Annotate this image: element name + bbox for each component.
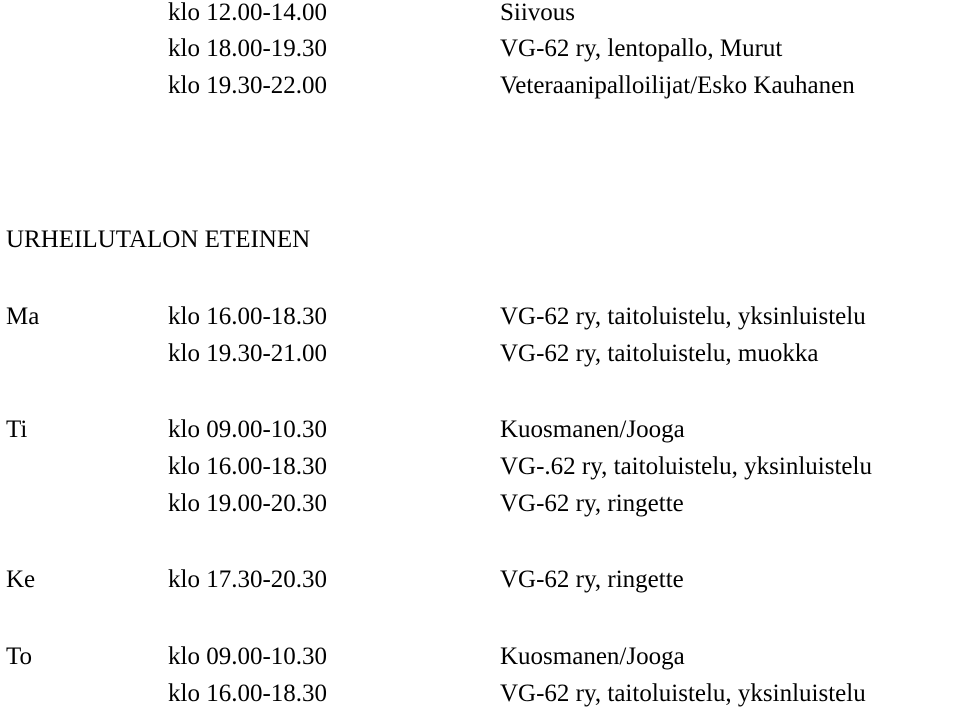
schedule-time: klo 12.00-14.00 [168,0,328,26]
schedule-activity: VG-.62 ry, taitoluistelu, yksinluistelu [500,453,872,480]
schedule-activity: Siivous [500,0,576,26]
schedule-time: klo 09.00-10.30 [168,643,328,670]
day-label: Ke [6,566,36,593]
schedule-time: klo 19.30-21.00 [168,340,328,367]
day-label: To [6,643,33,670]
schedule-activity: Veteraanipalloilijat/Esko Kauhanen [500,72,855,99]
schedule-time: klo 17.30-20.30 [168,566,328,593]
schedule-activity: VG-62 ry, ringette [500,490,684,517]
schedule-time: klo 19.00-20.30 [168,490,328,517]
schedule-time: klo 16.00-18.30 [168,453,328,480]
schedule-time: klo 16.00-18.30 [168,303,328,330]
section-title: URHEILUTALON ETEINEN [6,226,311,253]
day-label: Ti [6,416,28,443]
schedule-activity: VG-62 ry, lentopallo, Murut [500,35,783,62]
day-label: Ma [6,303,40,330]
schedule-activity: Kuosmanen/Jooga [500,416,685,443]
schedule-activity: VG-62 ry, ringette [500,566,684,593]
schedule-activity: VG-62 ry, taitoluistelu, muokka [500,340,819,367]
schedule-time: klo 09.00-10.30 [168,416,328,443]
schedule-activity: Kuosmanen/Jooga [500,643,685,670]
schedule-activity: VG-62 ry, taitoluistelu, yksinluistelu [500,303,866,330]
schedule-time: klo 19.30-22.00 [168,72,328,99]
schedule-activity: VG-62 ry, taitoluistelu, yksinluistelu [500,680,866,707]
schedule-time: klo 18.00-19.30 [168,35,328,62]
schedule-time: klo 16.00-18.30 [168,680,328,707]
